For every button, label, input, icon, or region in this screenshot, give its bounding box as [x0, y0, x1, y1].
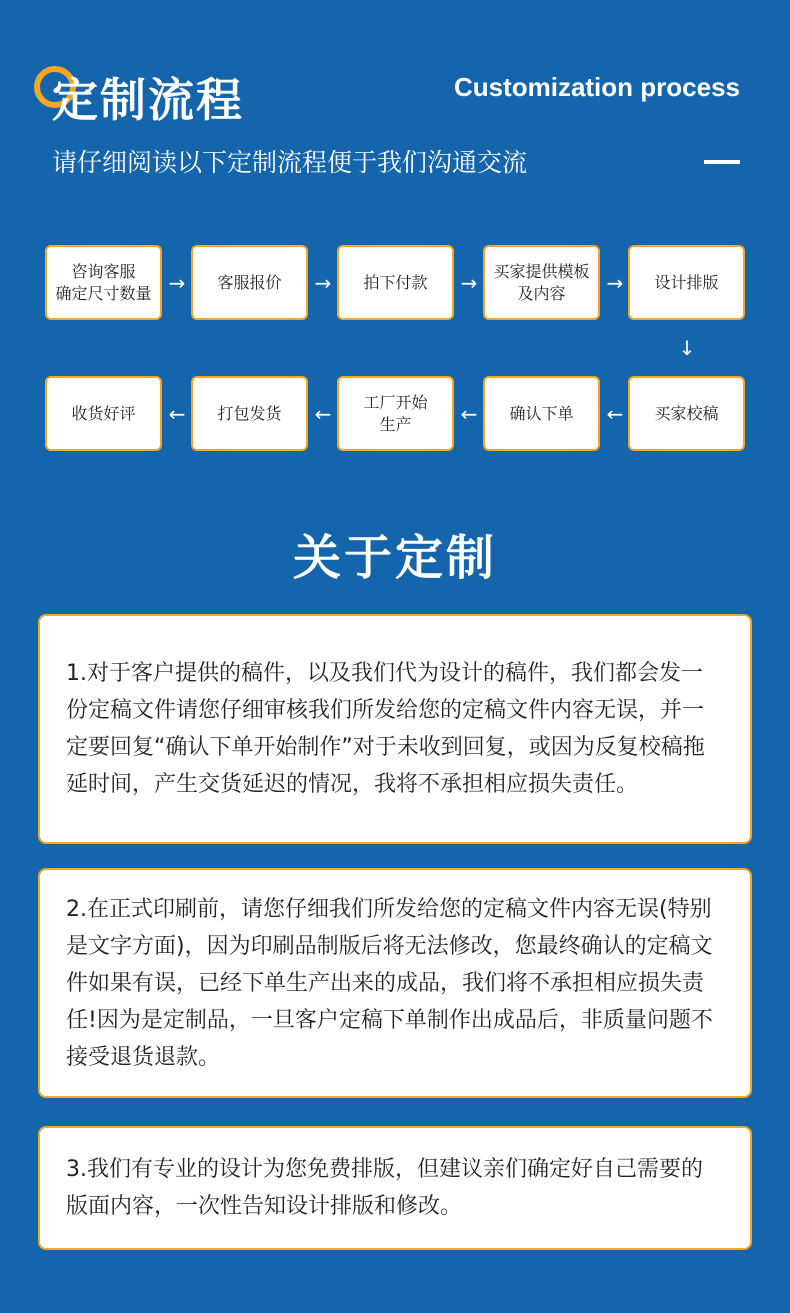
decorative-dash [704, 160, 740, 164]
step-ship: 打包发货 [191, 376, 308, 451]
step-consult: 咨询客服 确定尺寸数量 [45, 245, 162, 320]
arrow-right-icon: → [606, 271, 624, 295]
note-text: 3.我们有专业的设计为您免费排版，但建议亲们确定好自己需要的版面内容，一次性告知设计排版和修改。 [66, 1157, 703, 1219]
page-title-english: Customization process [453, 72, 740, 102]
step-provide-template: 买家提供模板 及内容 [483, 245, 600, 320]
note-text: 2.在正式印刷前，请您仔细我们所发给您的定稿文件内容无误(特别是文字方面)，因为印刷品制版后将无法修改，您最终确认的定稿文件如果有误，已经下单生产出来的成品，我们将不承担相应损失责任!因为是定制品，一旦客户定稿下单制作出成品后，非质量问题不接受退货退款。 [66, 896, 713, 1070]
note-text: 1.对于客户提供的稿件，以及我们代为设计的稿件，我们都会发一份定稿文件请您仔细审核我们所发给您的定稿文件内容无误，并一定要回复“确认下单开始制作”对于未收到回复，或因为反复校稿拖延时间，产生交货延迟的情况，我将不承担相应损失责任。 [66, 661, 705, 797]
step-production: 工厂开始 生产 [337, 376, 454, 451]
arrow-left-icon: ← [460, 402, 478, 426]
arrow-down-icon: ↓ [678, 336, 696, 360]
arrow-right-icon: → [460, 271, 478, 295]
arrow-left-icon: ← [606, 402, 624, 426]
section-title-about: 关于定制 [292, 530, 497, 586]
arrow-right-icon: → [168, 271, 186, 295]
note-card-1 [38, 614, 752, 844]
note-card-2 [38, 868, 752, 1098]
arrow-right-icon: → [314, 271, 332, 295]
page-subtitle: 请仔细阅读以下定制流程便于我们沟通交流 [52, 148, 528, 177]
step-quote: 客服报价 [191, 245, 308, 320]
step-confirm-order: 确认下单 [483, 376, 600, 451]
note-card-3 [38, 1126, 752, 1250]
step-review: 收货好评 [45, 376, 162, 451]
page-title: 定制流程 [52, 73, 244, 127]
step-proofread: 买家校稿 [628, 376, 745, 451]
step-design: 设计排版 [628, 245, 745, 320]
arrow-left-icon: ← [168, 402, 186, 426]
step-pay: 拍下付款 [337, 245, 454, 320]
arrow-left-icon: ← [314, 402, 332, 426]
